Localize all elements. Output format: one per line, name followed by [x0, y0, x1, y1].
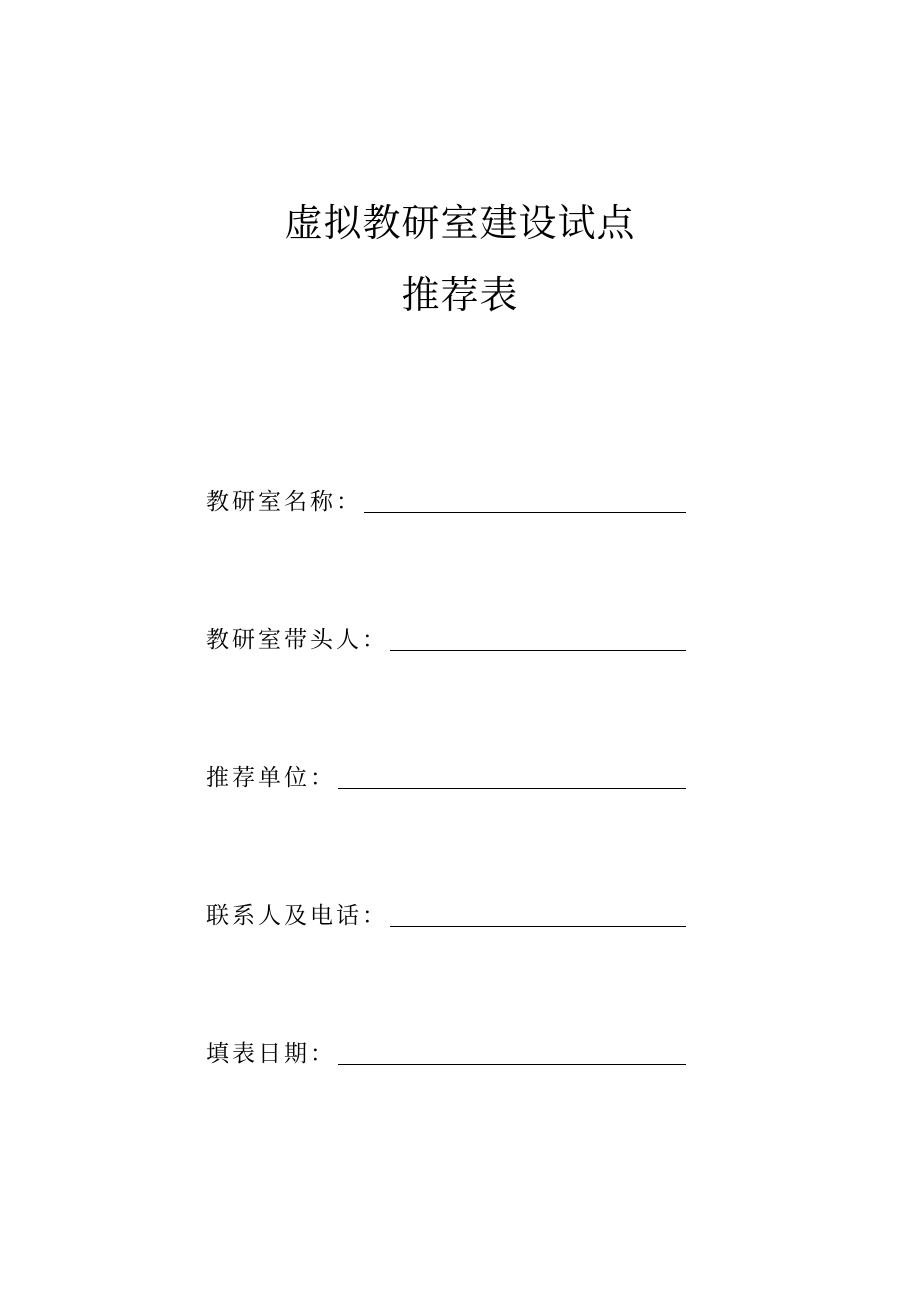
field-blank-contact-phone[interactable]	[390, 926, 686, 927]
field-blank-lab-name[interactable]	[364, 512, 686, 513]
field-lab-name	[206, 481, 686, 517]
field-label-recommending-unit: 推荐单位：	[206, 765, 336, 791]
document-subtitle: 推荐表	[401, 273, 519, 317]
field-blank-recommending-unit[interactable]	[338, 788, 686, 789]
field-fill-date	[206, 1033, 686, 1069]
field-label-fill-date: 填表日期：	[206, 1041, 336, 1067]
field-contact-phone	[206, 895, 686, 931]
field-blank-fill-date[interactable]	[338, 1064, 686, 1065]
field-blank-lab-leader[interactable]	[390, 650, 686, 651]
field-label-lab-name: 教研室名称：	[206, 489, 362, 515]
document-title: 虚拟教研室建设试点	[284, 201, 636, 245]
field-label-contact-phone: 联系人及电话：	[206, 903, 388, 929]
field-lab-leader	[206, 619, 686, 655]
field-recommending-unit	[206, 757, 686, 793]
field-label-lab-leader: 教研室带头人：	[206, 627, 388, 653]
